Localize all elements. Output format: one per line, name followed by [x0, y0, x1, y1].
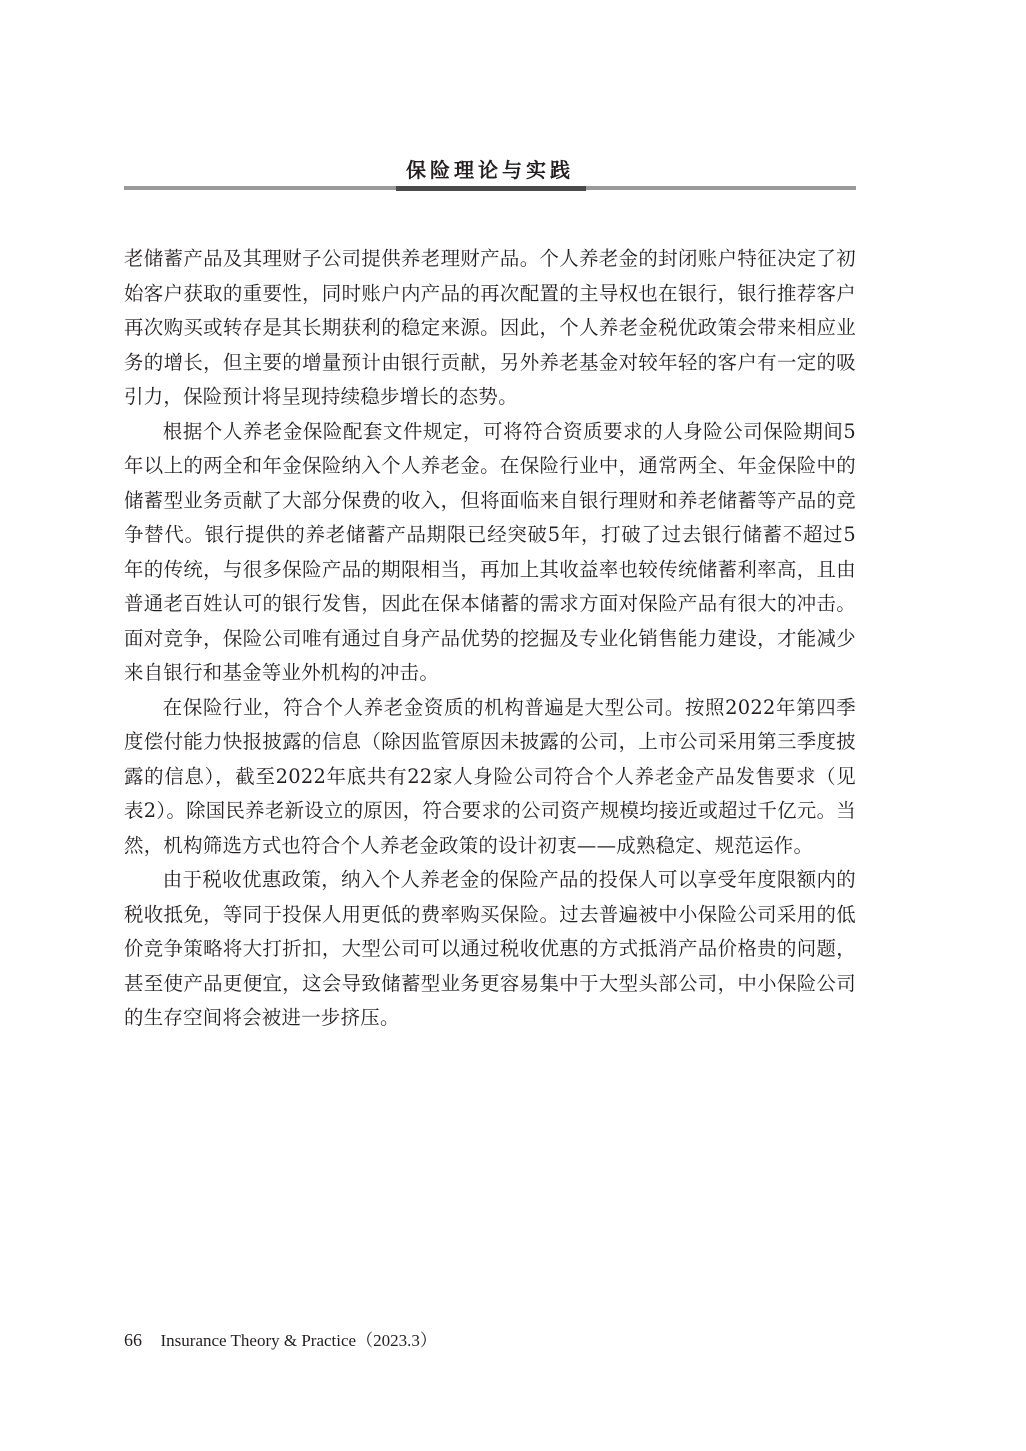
page-footer [124, 1326, 437, 1351]
paragraph: 由于税收优惠政策，纳入个人养老金的保险产品的投保人可以享受年度限额内的税收抵免，等同于投保人用更低的费率购买保险。过去普遍被中小保险公司采用的低价竞争策略将大打折扣，大型公司可以通过税收优惠的方式抵消产品价格贵的问题，甚至使产品更便宜，这会导致储蓄型业务更容易集中于大型头部公司，中小保险公司的生存空间将会被进一步挤压。 [124, 868, 856, 1029]
paragraph-continued: 老储蓄产品及其理财子公司提供养老理财产品。个人养老金的封闭账户特征决定了初始客户获取的重要性，同时账户内产品的再次配置的主导权也在银行，银行推荐客户再次购买或转存是其长期获利的稳定来源。因此，个人养老金税优政策会带来相应业务的增长，但主要的增量预计由银行贡献，另外养老基金对较年轻的客户有一定的吸引力，保险预计将呈现持续稳步增长的态势。 [124, 247, 856, 408]
journal-citation: Insurance Theory & Practice（2023.3） [160, 1331, 437, 1350]
paragraph: 在保险行业，符合个人养老金资质的机构普遍是大型公司。按照2022年第四季度偿付能力快报披露的信息（除因监管原因未披露的公司，上市公司采用第三季度披露的信息），截至2022年底共有22家人身险公司符合个人养老金产品发售要求（见表2）。除国民养老新设立的原因，符合要求的公司资产规模均接近或超过千亿元。当然，机构筛选方式也符合个人养老金政策的设计初衷——成熟稳定、规范运作。 [124, 695, 856, 857]
article-body [124, 242, 856, 1036]
paragraph: 根据个人养老金保险配套文件规定，可将符合资质要求的人身险公司保险期间5年以上的两全和年金保险纳入个人养老金。在保险行业中，通常两全、年金保险中的储蓄型业务贡献了大部分保费的收入，但将面临来自银行理财和养老储蓄等产品的竞争替代。银行提供的养老储蓄产品期限已经突破5年，打破了过去银行储蓄不超过5年的传统，与很多保险产品的期限相当，再加上其收益率也较传统储蓄利率高，且由普通老百姓认可的银行发售，因此在保本储蓄的需求方面对保险产品有很大的冲击。面对竞争，保险公司唯有通过自身产品优势的挖掘及专业化销售能力建设，才能减少来自银行和基金等业外机构的冲击。 [124, 419, 856, 684]
page-number: 66 [124, 1330, 142, 1350]
header-rule-accent [396, 186, 586, 191]
running-header-title: 保险理论与实践 [406, 158, 574, 182]
